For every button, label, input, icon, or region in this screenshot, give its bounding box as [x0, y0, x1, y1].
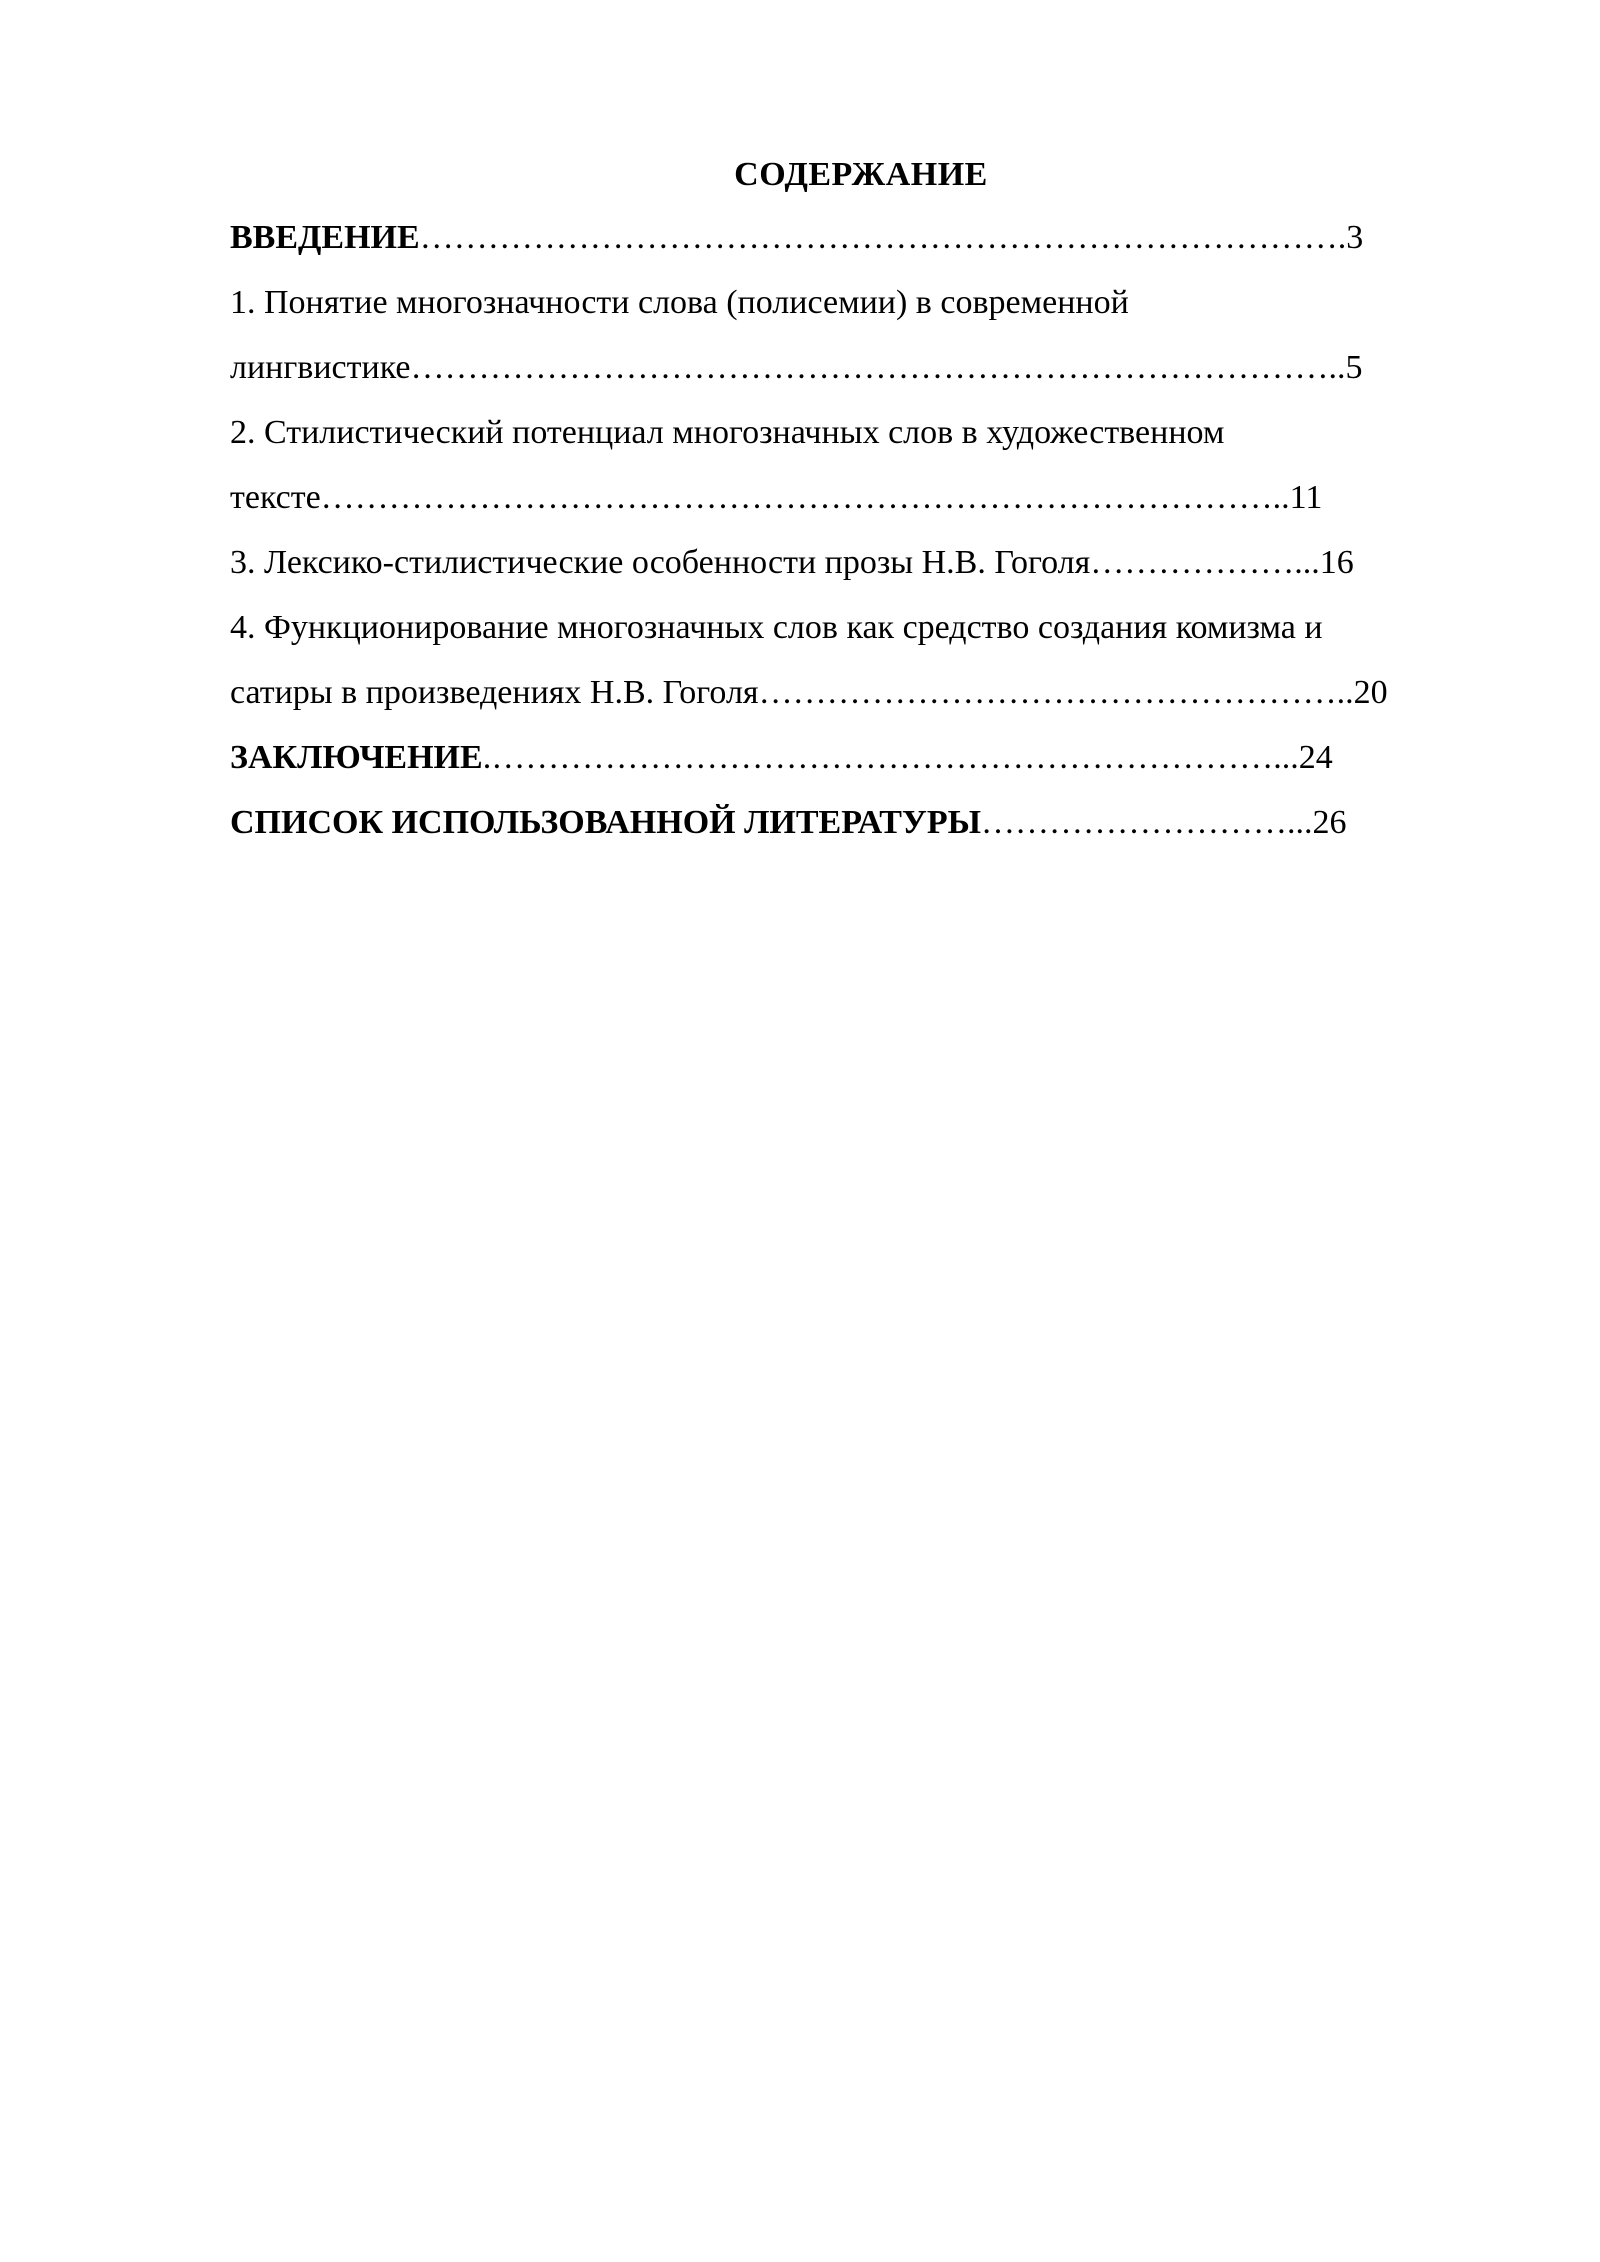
- toc-entry-text: 2. Стилистический потенциал многозначных слов в художественном: [230, 414, 1225, 451]
- toc-page-number: 3: [1346, 219, 1364, 256]
- toc-entry-chapter-2-line-1[interactable]: [230, 400, 1492, 465]
- toc-entry-text: 4. Функционирование многозначных слов как средство создания комизма и: [230, 609, 1323, 646]
- toc-page-number: 5: [1345, 349, 1363, 386]
- toc-page-number: 11: [1289, 479, 1323, 516]
- toc-leader-dots: ……………………………………………………………………….: [419, 219, 1347, 256]
- toc-leader-dots: ………………………………………………………………………..: [410, 349, 1346, 386]
- toc-entry-chapter-2-line-2[interactable]: [230, 465, 1492, 530]
- toc-entry-text: 3. Лексико-стилистические особенности прозы Н.В. Гоголя: [230, 544, 1091, 581]
- toc-page-number: 16: [1319, 544, 1354, 581]
- toc-entry-chapter-1-line-2[interactable]: [230, 335, 1492, 400]
- toc-page-number: 20: [1353, 674, 1388, 711]
- toc-leader-dots: ……………………………………………..: [758, 674, 1354, 711]
- toc-leader-dots: .……………………………………………………………...: [482, 739, 1299, 776]
- toc-leader-dots: …………………………………………………………………………..: [320, 479, 1290, 516]
- toc-entry-chapter-3[interactable]: [230, 530, 1492, 595]
- toc-entry-text: СПИСОК ИСПОЛЬЗОВАННОЙ ЛИТЕРАТУРЫ: [230, 804, 981, 841]
- toc-entry-chapter-4-line-2[interactable]: [230, 660, 1492, 725]
- toc-entry-conclusion[interactable]: [230, 725, 1492, 790]
- toc-page-number: 26: [1312, 804, 1347, 841]
- toc-title: СОДЕРЖАНИЕ: [734, 156, 988, 193]
- toc-entry-bibliography[interactable]: [230, 790, 1492, 855]
- toc-entry-text: ВВЕДЕНИЕ: [230, 219, 420, 256]
- toc-entry-text: тексте: [230, 479, 321, 516]
- toc-entry-text: лингвистике: [230, 349, 411, 386]
- table-of-contents: [230, 145, 1492, 855]
- toc-page-number: 24: [1298, 739, 1333, 776]
- toc-leader-dots: ………………...: [1090, 544, 1320, 581]
- toc-entry-text: сатиры в произведениях Н.В. Гоголя: [230, 674, 759, 711]
- toc-entry-chapter-1-line-1[interactable]: [230, 270, 1492, 335]
- toc-entry-text: 1. Понятие многозначности слова (полисемии) в современной: [230, 284, 1129, 321]
- toc-leader-dots: ………………………...: [981, 804, 1313, 841]
- toc-entry-chapter-4-line-1[interactable]: [230, 595, 1492, 660]
- toc-entry-text: ЗАКЛЮЧЕНИЕ: [230, 739, 483, 776]
- toc-entry-introduction[interactable]: [230, 205, 1492, 270]
